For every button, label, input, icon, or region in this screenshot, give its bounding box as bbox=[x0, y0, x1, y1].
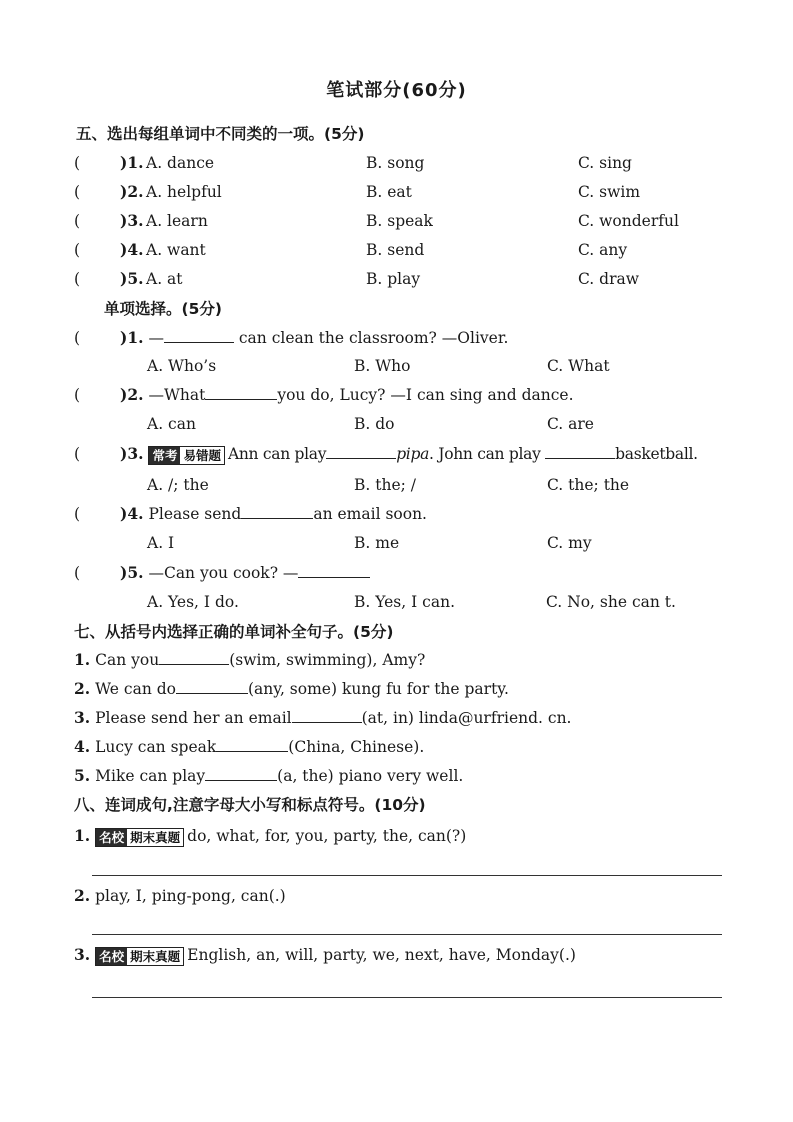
question-text: —Can you cook? — bbox=[148, 564, 299, 582]
tag-dark-label: 常考 bbox=[149, 447, 180, 464]
s6-q2-option-a: A. can bbox=[147, 415, 196, 433]
s6-q3-option-c: C. the; the bbox=[547, 476, 630, 494]
answer-blank[interactable] bbox=[176, 679, 248, 694]
question-tag bbox=[95, 828, 184, 847]
sentence-text: (any, some) kung fu for the party. bbox=[247, 680, 509, 698]
question-text: Ann can play bbox=[227, 445, 327, 463]
s7-item-4 bbox=[74, 737, 424, 757]
answer-blank[interactable] bbox=[205, 766, 277, 781]
answer-blank[interactable] bbox=[159, 650, 229, 665]
item-number: 1. bbox=[74, 826, 91, 845]
s6-question-3 bbox=[120, 444, 698, 465]
s5-number bbox=[120, 211, 144, 231]
scrambled-words: play, I, ping-pong, can(.) bbox=[95, 887, 286, 905]
s5-option-b: B. eat bbox=[366, 183, 412, 201]
s6-bracket-4 bbox=[74, 504, 80, 524]
s6-q1-option-a: A. Who’s bbox=[147, 357, 217, 375]
answer-blank[interactable] bbox=[241, 504, 313, 519]
answer-blank[interactable] bbox=[164, 328, 234, 343]
item-number: )2. bbox=[120, 182, 144, 201]
s5-row-4 bbox=[74, 240, 80, 260]
s5-option-b: B. speak bbox=[366, 212, 433, 230]
answer-blank[interactable] bbox=[326, 444, 396, 459]
s6-bracket-5 bbox=[74, 563, 80, 583]
item-number: )1. bbox=[120, 153, 144, 172]
sentence-text: Lucy can speak bbox=[95, 738, 217, 756]
s6-question-4 bbox=[120, 504, 427, 524]
s6-q5-option-a: A. Yes, I do. bbox=[147, 593, 239, 611]
sentence-text: (a, the) piano very well. bbox=[277, 767, 464, 785]
sentence-text: (China, Chinese). bbox=[288, 738, 425, 756]
tag-light-label: 期末真题 bbox=[130, 829, 181, 845]
s8-item-1 bbox=[74, 826, 466, 847]
bracket: ( bbox=[74, 564, 81, 582]
sentence-text: (swim, swimming), Amy? bbox=[229, 651, 426, 669]
item-number: 4. bbox=[74, 737, 91, 756]
section-8-heading: 八、连词成句,注意字母大小写和标点符号。(10分) bbox=[74, 796, 426, 814]
s5-number bbox=[120, 153, 144, 173]
s6-q2-option-c: C. are bbox=[547, 415, 594, 433]
s5-number bbox=[120, 182, 144, 202]
s6-question-5 bbox=[120, 563, 370, 583]
question-text: — bbox=[148, 329, 164, 347]
bracket: ( bbox=[74, 329, 81, 347]
s7-item-2 bbox=[74, 679, 509, 699]
sentence-text: Mike can play bbox=[95, 767, 206, 785]
s5-option-a: A. learn bbox=[146, 212, 208, 230]
s6-q3-option-a: A. /; the bbox=[147, 476, 209, 494]
s5-row-3 bbox=[74, 211, 80, 231]
question-text: . John can play bbox=[429, 445, 546, 463]
item-number: )4. bbox=[120, 504, 144, 523]
s5-number bbox=[120, 240, 144, 260]
question-text: —What bbox=[148, 386, 206, 404]
item-number: 3. bbox=[74, 945, 91, 964]
answer-blank[interactable] bbox=[292, 708, 362, 723]
sentence-text: Please send her an email bbox=[95, 709, 292, 727]
s5-option-a: A. at bbox=[146, 270, 183, 288]
s8-item-2 bbox=[74, 886, 286, 906]
s6-q5-option-c: C. No, she can t. bbox=[546, 593, 676, 611]
item-number: 2. bbox=[74, 679, 91, 698]
s5-row-5 bbox=[74, 269, 80, 289]
s6-q4-option-c: C. my bbox=[547, 534, 592, 552]
item-number: 2. bbox=[74, 886, 91, 905]
answer-blank[interactable] bbox=[545, 444, 615, 459]
item-number: )5. bbox=[120, 269, 144, 288]
section-7-heading: 七、从括号内选择正确的单词补全句子。(5分) bbox=[74, 623, 394, 641]
tag-dark-label: 名校 bbox=[96, 829, 127, 846]
question-text: you do, Lucy? —I can sing and dance. bbox=[277, 386, 574, 404]
s6-bracket-1 bbox=[74, 328, 80, 348]
item-number: )3. bbox=[120, 444, 144, 463]
s6-q1-option-b: B. Who bbox=[354, 357, 411, 375]
answer-line[interactable] bbox=[92, 934, 722, 935]
s8-item-3 bbox=[74, 945, 576, 966]
item-number: )4. bbox=[120, 240, 144, 259]
scrambled-words: do, what, for, you, party, the, can(?) bbox=[187, 827, 467, 845]
s6-q4-option-b: B. me bbox=[354, 534, 400, 552]
s5-option-a: A. want bbox=[146, 241, 206, 259]
s5-option-c: C. wonderful bbox=[578, 212, 679, 230]
question-text: can clean the classroom? —Oliver. bbox=[233, 329, 509, 347]
item-number: )5. bbox=[120, 563, 144, 582]
tag-light-label: 期末真题 bbox=[130, 948, 181, 964]
item-number: )3. bbox=[120, 211, 144, 230]
bracket: ( bbox=[74, 445, 81, 463]
s5-row-2 bbox=[74, 182, 80, 202]
s5-option-a: A. helpful bbox=[146, 183, 222, 201]
s6-q3-option-b: B. the; / bbox=[354, 476, 416, 494]
s7-item-1 bbox=[74, 650, 425, 670]
s5-option-b: B. song bbox=[366, 154, 425, 172]
s5-option-b: B. send bbox=[366, 241, 425, 259]
bracket: ( bbox=[74, 154, 81, 172]
item-number: )2. bbox=[120, 385, 144, 404]
s7-item-5 bbox=[74, 766, 463, 786]
s6-bracket-3 bbox=[74, 444, 80, 464]
s6-question-1 bbox=[120, 328, 508, 348]
item-number: 5. bbox=[74, 766, 91, 785]
answer-line[interactable] bbox=[92, 875, 722, 876]
s5-option-b: B. play bbox=[366, 270, 421, 288]
s5-option-c: C. sing bbox=[578, 154, 632, 172]
answer-blank[interactable] bbox=[216, 737, 288, 752]
s6-q2-option-b: B. do bbox=[354, 415, 395, 433]
s5-option-c: C. swim bbox=[578, 183, 641, 201]
question-text: basketball. bbox=[615, 445, 698, 463]
section-6-heading: 单项选择。(5分) bbox=[104, 300, 222, 318]
s6-q1-option-c: C. What bbox=[547, 357, 610, 375]
question-text: an email soon. bbox=[313, 505, 427, 523]
item-number: 1. bbox=[74, 650, 91, 669]
s6-q5-option-b: B. Yes, I can. bbox=[354, 593, 455, 611]
bracket: ( bbox=[74, 212, 81, 230]
s5-option-c: C. draw bbox=[578, 270, 640, 288]
s7-item-3 bbox=[74, 708, 571, 728]
s5-option-a: A. dance bbox=[146, 154, 215, 172]
question-tag bbox=[148, 446, 225, 465]
page-title: 笔试部分(60分) bbox=[326, 80, 467, 101]
item-number: )1. bbox=[120, 328, 144, 347]
question-tag bbox=[95, 947, 184, 966]
bracket: ( bbox=[74, 386, 81, 404]
sentence-text: We can do bbox=[95, 680, 176, 698]
bracket: ( bbox=[74, 505, 81, 523]
section-5-heading: 五、选出每组单词中不同类的一项。(5分) bbox=[76, 125, 365, 143]
bracket: ( bbox=[74, 270, 81, 288]
sentence-text: Can you bbox=[95, 651, 160, 669]
question-text-italic: pipa bbox=[396, 445, 430, 463]
s5-row-1 bbox=[74, 153, 80, 173]
tag-light-label: 易错题 bbox=[183, 447, 221, 463]
bracket: ( bbox=[74, 183, 81, 201]
scrambled-words: English, an, will, party, we, next, have, Monday(.) bbox=[187, 946, 576, 964]
s5-number bbox=[120, 269, 144, 289]
bracket: ( bbox=[74, 241, 81, 259]
answer-line[interactable] bbox=[92, 997, 722, 998]
answer-blank[interactable] bbox=[205, 385, 277, 400]
answer-blank[interactable] bbox=[298, 563, 370, 578]
s5-option-c: C. any bbox=[578, 241, 628, 259]
question-text: Please send bbox=[148, 505, 242, 523]
s6-q4-option-a: A. I bbox=[147, 534, 175, 552]
tag-dark-label: 名校 bbox=[96, 948, 127, 965]
s6-question-2 bbox=[120, 385, 574, 405]
sentence-text: (at, in) linda@urfriend. cn. bbox=[361, 709, 572, 727]
item-number: 3. bbox=[74, 708, 91, 727]
s6-bracket-2 bbox=[74, 385, 80, 405]
